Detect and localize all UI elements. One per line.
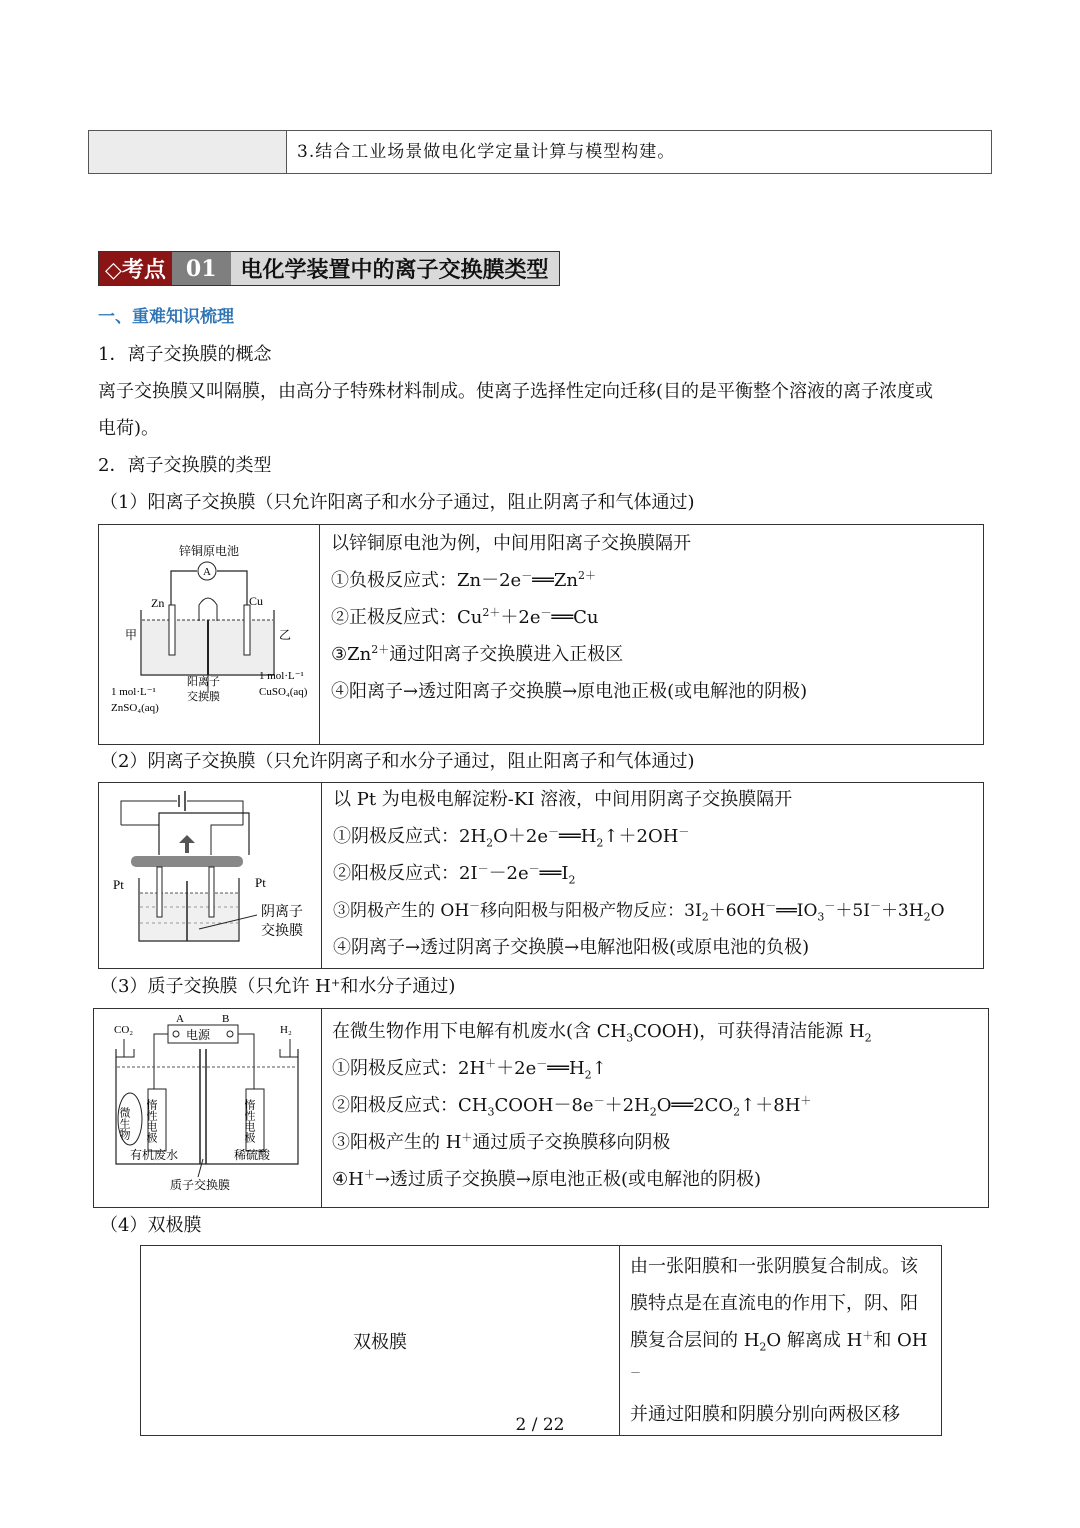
- cation-intro: 以锌铜原电池为例，中间用阳离子交换膜隔开: [331, 533, 691, 554]
- bipolar-description: [620, 1246, 942, 1436]
- proton-membrane-label: 质子交换膜: [170, 1178, 231, 1192]
- pt-right-label: Pt: [255, 875, 266, 890]
- cation-line-1: ①负极反应式：$Zn-2e^-══Zn^{2+}$: [331, 569, 596, 591]
- proton-intro: 在微生物作用下电解有机废水(含 $CH_3COOH$)，可获得清洁能源 $H_2$: [332, 1021, 872, 1045]
- bipolar-desc-2: 膜特点是在直流电的作用下，阴、阳: [630, 1293, 918, 1314]
- anion-divider: [321, 783, 322, 968]
- electrolysis-ki-figure: [99, 783, 321, 968]
- cu-label: Cu: [249, 594, 264, 608]
- microbe-label: 微生物: [118, 1107, 130, 1140]
- heading-badge: ◇考点: [99, 252, 172, 285]
- cation-line-2: ②正极反应式：$Cu^{2+}+2e^-══Cu$: [331, 606, 599, 628]
- acid-label: 稀硫酸: [234, 1148, 271, 1162]
- proton-divider: [321, 1009, 322, 1207]
- concept-line-1: 离子交换膜又叫隔膜，由高分子特殊材料制成。使离子选择性定向迁移(目的是平衡整个溶液的离子浓度或: [98, 381, 934, 402]
- anion-line-1: ①阴极反应式：$2H_2O+2e^-══H_2↑+2OH^-$: [333, 825, 690, 850]
- cation-header: （1）阳离子交换膜（只允许阳离子和水分子通过，阻止阴离子和气体通过): [100, 492, 695, 513]
- ammeter-icon: A: [203, 566, 211, 578]
- heading-title: 电化学装置中的离子交换膜类型: [231, 252, 559, 285]
- jia-label: 甲: [125, 628, 138, 642]
- anion-intro: 以 Pt 为电极电解淀粉-KI 溶液，中间用阴离子交换膜隔开: [333, 789, 793, 810]
- anion-line-3: ③阴极产生的 OH－移向阳极与阳极产物反应：$3I_2+6OH^-══IO_3^-+5I^-+3H_2O$: [333, 899, 945, 924]
- anion-membrane-label-1: 阴离子: [261, 905, 303, 920]
- objectives-table: [88, 130, 992, 174]
- proton-line-3: ③阳极产生的 H＋通过质子交换膜移向阴极: [332, 1131, 671, 1153]
- bipolar-name: 双极膜: [141, 1246, 620, 1436]
- subsection-title: 一、重难知识梳理: [98, 307, 234, 327]
- electrode-left-label: 惰性电极: [145, 1099, 157, 1143]
- power-label: 电源: [186, 1028, 211, 1042]
- cation-line-4: ④阳离子→透过阳离子交换膜→原电池正极(或电解池的阴极): [331, 681, 808, 702]
- wastewater-label: 有机废水: [130, 1148, 179, 1162]
- concept-line-2: 电荷)。: [98, 418, 160, 439]
- h2-label: H₂: [280, 1024, 292, 1036]
- pt-left-label: Pt: [113, 877, 124, 892]
- co2-label: CO₂: [114, 1024, 134, 1036]
- terminal-b: B: [222, 1013, 230, 1025]
- bipolar-desc-1: 由一张阳膜和一张阴膜复合制成。该: [630, 1256, 918, 1277]
- section-heading: [98, 251, 560, 286]
- page-number: 2 / 22: [515, 1415, 565, 1435]
- proton-header: （3）质子交换膜（只允许 H⁺和水分子通过): [100, 976, 456, 997]
- zinc-copper-cell-figure: [99, 525, 319, 744]
- proton-line-1: ①阴极反应式：$2H^++2e^-══H_2↑$: [332, 1057, 607, 1082]
- proton-electrolysis-figure: [94, 1009, 321, 1207]
- terminal-a: A: [176, 1013, 184, 1025]
- anion-line-4: ④阴离子→透过阴离子交换膜→电解池阳极(或原电池的负极): [333, 937, 810, 958]
- bipolar-header: （4）双极膜: [100, 1215, 202, 1236]
- zn-label: Zn: [151, 596, 165, 610]
- anion-header: （2）阴离子交换膜（只允许阴离子和水分子通过，阻止阳离子和气体通过): [100, 751, 695, 772]
- left-solution: ZnSO₄(aq): [111, 702, 159, 714]
- objectives-label-cell: [89, 131, 287, 174]
- types-title: 2．离子交换膜的类型: [98, 455, 272, 476]
- bipolar-desc-3: 膜复合层间的 $H_2O$ 解离成 H＋和 OH－: [630, 1329, 928, 1379]
- bipolar-table: [140, 1245, 942, 1436]
- electrode-right-label: 惰性电极: [243, 1099, 255, 1143]
- yi-label: 乙: [279, 628, 292, 642]
- fig-title: 锌铜原电池: [179, 544, 240, 558]
- bipolar-desc-4: 并通过阳膜和阴膜分别向两极区移: [630, 1404, 900, 1425]
- membrane-label-2: 交换膜: [187, 691, 220, 703]
- cation-line-3: $③Zn^{2+}$通过阳离子交换膜进入正极区: [331, 643, 624, 665]
- cation-divider: [319, 525, 320, 744]
- right-concentration: 1 mol·L⁻¹: [259, 670, 304, 682]
- left-concentration: 1 mol·L⁻¹: [111, 686, 156, 698]
- cation-box: [98, 524, 984, 745]
- proton-box: [93, 1008, 989, 1208]
- proton-line-2: ②阳极反应式：$CH_3COOH-8e^-+2H_2O══2CO_2↑+8H^+$: [332, 1094, 812, 1119]
- concept-title: 1．离子交换膜的概念: [98, 344, 272, 365]
- anion-line-2: ②阳极反应式：$2I^--2e^-══I_2$: [333, 862, 576, 887]
- anion-membrane-label-2: 交换膜: [261, 924, 303, 939]
- objective-3: 3.结合工业场景做电化学定量计算与模型构建。: [287, 131, 992, 174]
- anion-box: [98, 782, 984, 969]
- proton-line-4: ④H＋→透过质子交换膜→原电池正极(或电解池的阴极): [332, 1168, 762, 1190]
- heading-number: 01: [172, 252, 231, 285]
- right-solution: CuSO₄(aq): [259, 686, 308, 698]
- membrane-label-1: 阳离子: [187, 676, 220, 688]
